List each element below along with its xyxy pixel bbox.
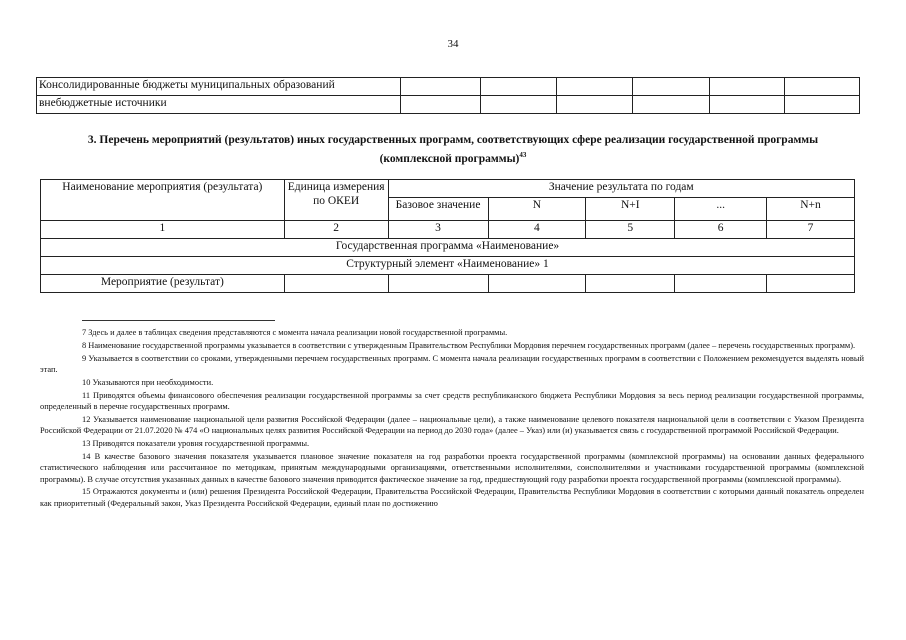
empty-cell: [401, 78, 480, 96]
header-year-nn: N+n: [767, 198, 855, 221]
table-row: [37, 96, 860, 114]
empty-cell: [284, 275, 388, 293]
empty-cell: [709, 96, 785, 114]
table-row: [37, 78, 860, 96]
empty-cell: [767, 275, 855, 293]
header-values-by-year: Значение результата по годам: [388, 180, 854, 198]
empty-cell: [388, 275, 488, 293]
empty-cell: [480, 78, 557, 96]
table-header-row: [41, 180, 855, 198]
budget-sources-table: [36, 77, 860, 114]
column-numbers-row: [41, 221, 855, 239]
column-number: 5: [586, 221, 675, 239]
footnote: 9 Указывается в соответствии со сроками, утвержденными перечнем государственных программ. С момента начала реализации государственных программ в соответствии с Положением рекомендуется выделять новый этап.: [40, 353, 864, 374]
footnote: 15 Отражаются документы и (или) решения Президента Российской Федерации, Правительства Российской Федерации, Правительства Республики Мордовия в соответствии с которыми данный показатель определен как приоритетный (Федеральный закон, Указ Президента Российской Федерации, единый план по достижению: [40, 487, 864, 508]
column-number: 3: [388, 221, 488, 239]
section-heading: [60, 133, 846, 167]
column-number: 6: [675, 221, 767, 239]
empty-cell: [632, 78, 709, 96]
footnote: 8 Наименование государственной программы указывается в соответствии с утвержденным Правительством Республики Мордовия перечнем государственных программ (далее – перечень государственных программ).: [82, 340, 856, 350]
column-number: 7: [767, 221, 855, 239]
empty-cell: [557, 78, 633, 96]
empty-cell: [785, 78, 860, 96]
footnotes: [40, 327, 864, 511]
header-year-dots: ...: [675, 198, 767, 221]
empty-cell: [632, 96, 709, 114]
empty-cell: [586, 275, 675, 293]
header-base-value: Базовое значение: [388, 198, 488, 221]
empty-cell: [675, 275, 767, 293]
column-number: 1: [41, 221, 285, 239]
empty-cell: [709, 78, 785, 96]
column-number: 2: [284, 221, 388, 239]
header-unit: Единица измерения по ОКЕИ: [284, 180, 388, 221]
program-name-cell: Государственная программа «Наименование»: [41, 239, 855, 257]
structural-element-cell: Структурный элемент «Наименование» 1: [41, 257, 855, 275]
footnote-reference: 43: [519, 151, 527, 159]
program-row: [41, 239, 855, 257]
header-year-n: N: [488, 198, 586, 221]
activity-row: [41, 275, 855, 293]
empty-cell: [480, 96, 557, 114]
row-label: Консолидированные бюджеты муниципальных образований: [37, 78, 401, 96]
row-label: внебюджетные источники: [37, 96, 401, 114]
page-number: 34: [447, 38, 459, 50]
footnote: 13 Приводятся показатели уровня государственной программы.: [82, 439, 310, 448]
empty-cell: [488, 275, 586, 293]
header-activity-name: Наименование мероприятия (результата): [41, 180, 285, 221]
structural-element-row: [41, 257, 855, 275]
footnote-separator: [82, 320, 275, 321]
empty-cell: [401, 96, 480, 114]
empty-cell: [785, 96, 860, 114]
footnote: 12 Указывается наименование национальной цели развития Российской Федерации (далее – национальные цели), а также наименование целевого показателя национальной цели в соответствии с Указом Президента Российской Федерации от 21.07.2020 № 474 «О национальных целях развития Российской Федерации на период до 2030 года» (далее – Указ) или (и) указывается связь с государственной программой Российской Федерации.: [40, 414, 864, 436]
footnote: 7 Здесь и далее в таблицах сведения представляются с момента начала реализации новой государственной программы.: [82, 328, 508, 337]
section-heading-text: 3. Перечень мероприятий (результатов) иных государственных программ, соответствующих сфере реализации государственной программы (комплексной программы): [87, 134, 819, 165]
activity-name-cell: Мероприятие (результат): [41, 275, 285, 293]
empty-cell: [557, 96, 633, 114]
activities-table: [40, 179, 855, 293]
footnote: 14 В качестве базового значения показателя указывается плановое значение показателя на год разработки проекта государственной программы (комплексной программы) на основании данных федерального статистического наблюдения или рассчитанное по методикам, принятым международными организациями, ответственными исполнителями, соисполнителями и участниками государственной программы (комплексной программы). В случае отсутствия указанных данных в качестве базового значения приводится фактическое значение за год, предшествующий году разработки проекта государственной программы (комплексной программы).: [40, 451, 864, 484]
footnote: 11 Приводятся объемы финансового обеспечения реализации государственной программы за счет средств республиканского бюджета Республики Мордовия за весь период реализации государственной программы, определенный в перечне государственных программ.: [40, 390, 864, 411]
header-year-n1: N+I: [586, 198, 675, 221]
column-number: 4: [488, 221, 586, 239]
footnote: 10 Указываются при необходимости.: [82, 377, 214, 387]
